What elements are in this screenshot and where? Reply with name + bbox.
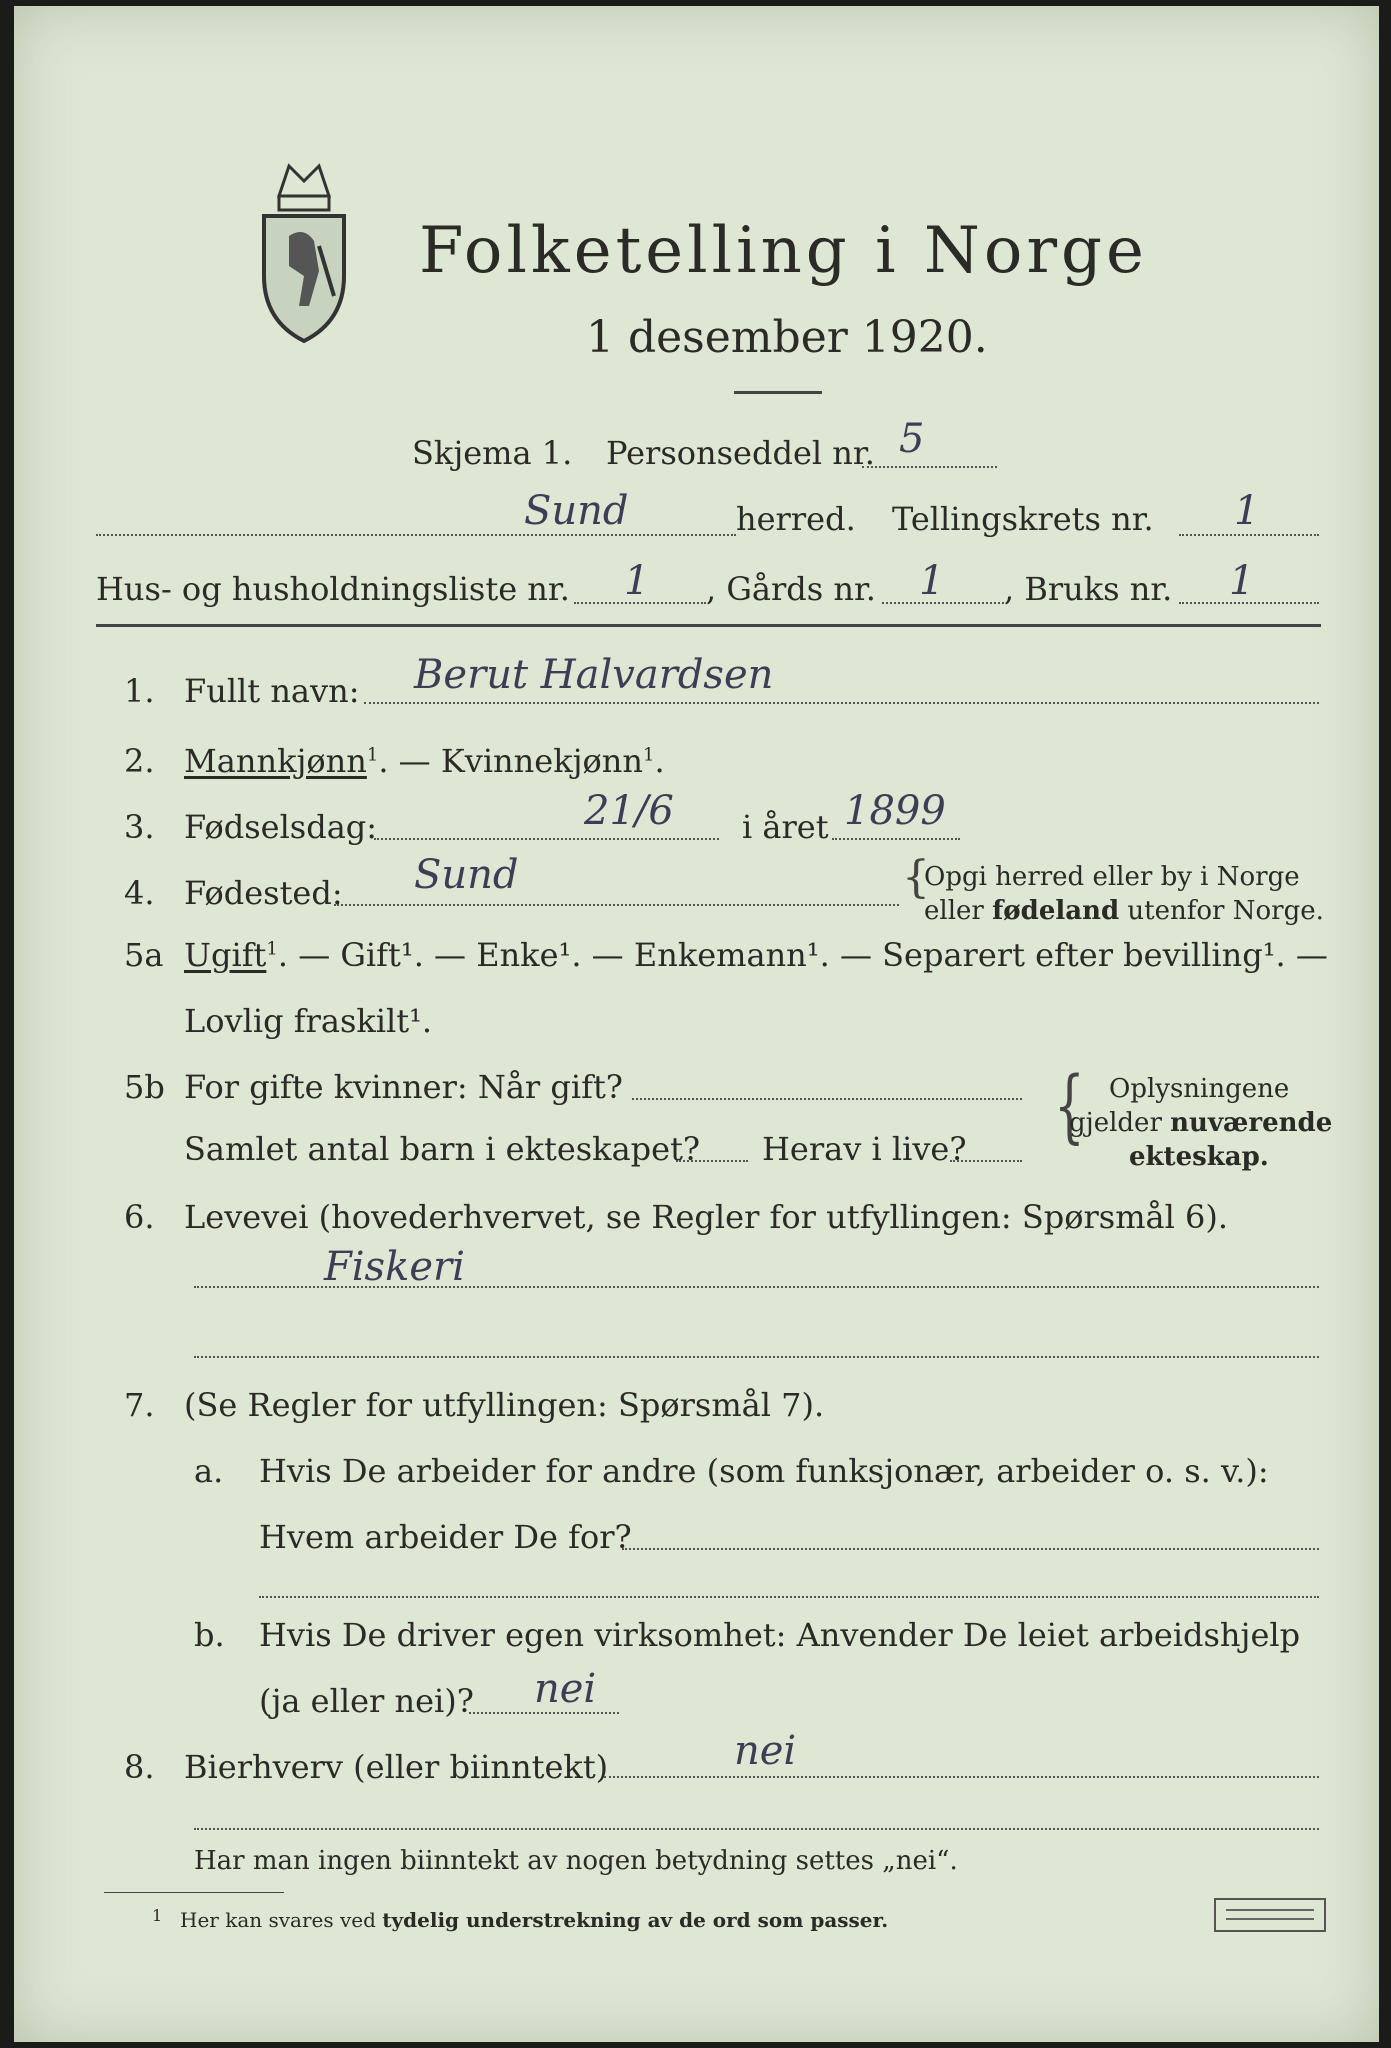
- q5b-note-line2: gjelder nuværende: [1069, 1108, 1333, 1138]
- q8-number: 8.: [124, 1748, 155, 1786]
- gards-value: 1: [919, 558, 945, 604]
- q7a-employer-label: Hvem arbeider De for?: [259, 1518, 632, 1556]
- husholdningsliste-label: Hus- og husholdningsliste nr.: [96, 570, 570, 608]
- q7-number: 7.: [124, 1386, 155, 1424]
- personseddel-label: Personseddel nr.: [606, 434, 875, 472]
- q3-number: 3.: [124, 808, 155, 846]
- husholdningsliste-value: 1: [624, 558, 650, 604]
- q7-label: (Se Regler for utfyllingen: Spørsmål 7).: [184, 1386, 825, 1424]
- birthplace-value: Sund: [414, 852, 519, 898]
- q7b-text: Hvis De driver egen virksomhet: Anvender De leiet arbeidshjelp: [259, 1616, 1301, 1654]
- gards-label: , Gårds nr.: [706, 570, 876, 608]
- herred-value: Sund: [524, 488, 629, 534]
- option-kvinnekjonn: Kvinnekjønn: [440, 742, 643, 780]
- q4-note-line2: eller fødeland utenfor Norge.: [924, 896, 1324, 926]
- side-income-value: nei: [734, 1728, 797, 1774]
- norwegian-coat-of-arms-icon: [249, 156, 359, 346]
- hired-help-value: nei: [534, 1666, 597, 1712]
- q5b-note-line1: Oplysningene: [1109, 1074, 1290, 1104]
- q4-label: Fødested:: [184, 874, 343, 912]
- q2-number: 2.: [124, 742, 155, 780]
- q5b-married-when-label: For gifte kvinner: Når gift?: [184, 1068, 623, 1106]
- q6-label: Levevei (hovederhvervet, se Regler for utfyllingen: Spørsmål 6).: [184, 1198, 1229, 1236]
- q5a-marital-options: Ugift$^1$. — Gift¹. — Enke¹. — Enkemann¹. — Separert efter bevilling¹. —: [184, 936, 1328, 974]
- birthyear-value: 1899: [844, 788, 946, 834]
- q5b-alive-label: Herav i live?: [762, 1130, 967, 1168]
- footnote-mark: 1: [152, 1906, 163, 1925]
- option-mannkjonn: Mannkjønn: [184, 742, 367, 780]
- form-date: 1 desember 1920.: [586, 312, 988, 363]
- q6-number: 6.: [124, 1198, 155, 1236]
- q3-label: Fødselsdag:: [184, 808, 378, 846]
- bruks-value: 1: [1229, 558, 1255, 604]
- option-lovlig-fraskilt: Lovlig fraskilt¹.: [184, 1002, 433, 1040]
- q7a-letter: a.: [194, 1452, 224, 1490]
- q1-label: Fullt navn:: [184, 672, 360, 710]
- tellingskrets-value: 1: [1234, 488, 1260, 534]
- q5b-note-line3: ekteskap.: [1129, 1142, 1269, 1172]
- skjema-label: Skjema 1.: [412, 434, 573, 472]
- footnote-text: Her kan svares ved tydelig understrekning av de ord som passer.: [180, 1908, 889, 1932]
- q5b-children-label: Samlet antal barn i ekteskapet?: [184, 1130, 701, 1168]
- nei-instruction: Har man ingen biinntekt av nogen betydning settes „nei“.: [194, 1846, 958, 1876]
- q7b-question-label: (ja eller nei)?: [259, 1682, 474, 1720]
- form-title: Folketelling i Norge: [419, 214, 1148, 288]
- q1-number: 1.: [124, 672, 155, 710]
- census-form-page: Folketelling i Norge 1 desember 1920. Skjema 1. Personseddel nr. 5 Sund herred. Tellingskrets nr. 1 Hus- og husholdningsliste nr. 1 , Gårds nr. 1 , Bruks nr. 1 1. Fullt navn: Berut Halvardsen 2. Mannkjønn$^1$. — Kvinnekjønn$^1$. 3. Fødselsdag: 21/6 i året 1899 4. Fødested: Sund { Opgi herred eller by i Norge eller fødeland utenfor Norge. 5a Ugift$^1$. — Gift¹. — Enke¹. — Enkemann¹. — Separert efter bevilling¹. — Lovlig fraskilt¹. 5b For gifte kvinner: Når gift? Samlet antal barn i ekteskapet? Herav i live? { Oplysningene gjelder nuværende ekteskap. 6. Levevei (hovederhvervet, se Regler for utfyllingen: Spørsmål 6). Fiskeri 7. (Se Regler for utfyllingen: Spørsmål 7). a. Hvis De arbeider for andre (som funksjonær, arbeider o. s. v.): Hvem arbeider De for? b. Hvis De driver egen virksomhet: Anvender De leiet arbeidshjelp (ja eller nei)? nei 8. Bierhverv (eller biinntekt) nei Har man ingen biinntekt av nogen betydning settes „nei“. 1 Her kan svares ved tydelig understrekning av de ord som passer.: [14, 6, 1379, 2042]
- printer-stamp: [1214, 1898, 1326, 1932]
- full-name-value: Berut Halvardsen: [414, 652, 774, 698]
- q5b-number: 5b: [124, 1068, 165, 1106]
- option-ugift: Ugift: [184, 936, 267, 974]
- q7b-letter: b.: [194, 1616, 225, 1654]
- q4-note-line1: Opgi herred eller by i Norge: [924, 862, 1300, 892]
- q2-sex-options: Mannkjønn$^1$. — Kvinnekjønn$^1$.: [184, 742, 665, 780]
- birthdate-value: 21/6: [584, 788, 674, 834]
- q7a-text: Hvis De arbeider for andre (som funksjonær, arbeider o. s. v.):: [259, 1452, 1269, 1490]
- occupation-value: Fiskeri: [324, 1244, 465, 1290]
- herred-label: herred.: [736, 500, 856, 538]
- q5a-number: 5a: [124, 936, 164, 974]
- personseddel-value: 5: [899, 416, 925, 462]
- bruks-label: , Bruks nr.: [1004, 570, 1173, 608]
- title-divider: [734, 391, 822, 394]
- tellingskrets-label: Tellingskrets nr.: [892, 500, 1154, 538]
- q4-number: 4.: [124, 874, 155, 912]
- q8-label: Bierhverv (eller biinntekt): [184, 1748, 609, 1786]
- header-rule: [96, 624, 1321, 627]
- year-label: i året: [742, 808, 829, 846]
